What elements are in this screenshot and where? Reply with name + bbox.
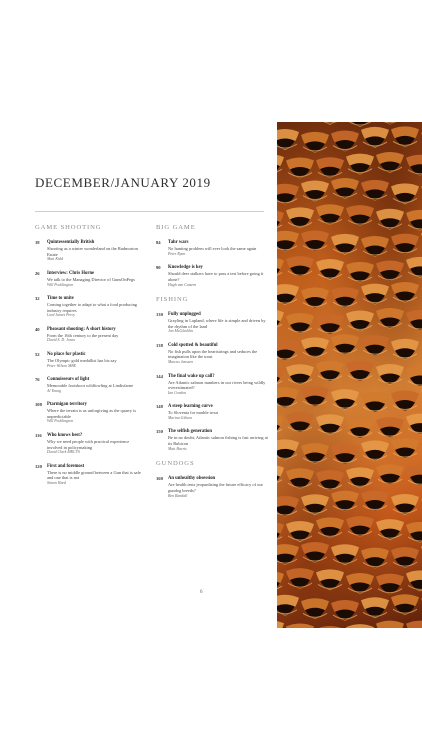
- entry-page-number: 52: [35, 351, 40, 357]
- contents-entry[interactable]: [35, 464, 145, 487]
- feather-scale-icon: [406, 210, 422, 231]
- feather-scale-icon: [391, 282, 419, 303]
- feather-pattern-icon: [277, 122, 422, 628]
- feather-scale-icon: [301, 386, 329, 407]
- feather-scale-icon: [286, 468, 314, 489]
- feather-scale-icon: [316, 259, 344, 280]
- contents-entry[interactable]: [156, 343, 270, 366]
- entry-description: From the 16th century to the present day: [47, 332, 119, 338]
- entry-description: Shooting as a winter wonderland on the Rudmorton Estate: [47, 246, 138, 257]
- entry-description: Why we need people with practical experience involved in policymaking: [47, 438, 130, 450]
- feather-scale-icon: [316, 517, 344, 538]
- entry-author: Matt Kidd: [47, 257, 63, 262]
- feather-scale-icon: [391, 339, 419, 360]
- feather-scale-icon: [391, 438, 419, 459]
- entry-author: Ian Gordon: [168, 390, 187, 395]
- entry-page-number: 76: [35, 376, 40, 382]
- contents-entry[interactable]: [156, 265, 270, 288]
- entry-description: No hunting problem will ever look the same again: [168, 246, 257, 251]
- feather-scale-icon: [346, 262, 374, 283]
- entry-title: Time to unite: [47, 295, 74, 301]
- entry-title: Tahr wars: [168, 240, 189, 245]
- entry-title: Pheasant shooting: A short history: [47, 326, 116, 332]
- feather-scale-icon: [286, 313, 314, 334]
- contents-entry[interactable]: [35, 433, 145, 456]
- feather-scale-icon: [376, 308, 404, 329]
- feather-scale-icon: [331, 491, 359, 512]
- feather-scale-icon: [316, 314, 344, 335]
- feather-scale-icon: [286, 207, 314, 228]
- feather-scale-icon: [331, 131, 359, 152]
- feather-scale-icon: [277, 522, 284, 543]
- feather-scale-icon: [406, 570, 422, 591]
- feather-scale-icon: [301, 494, 329, 515]
- feather-scale-icon: [286, 568, 314, 589]
- entry-description: Grayling in Lapland, where life is simple and driven by the rhythm of the land: [168, 317, 266, 329]
- entry-page-number: 138: [156, 342, 163, 348]
- entry-description: Are Atlantic salmon numbers in our rivers being wildly overestimated?: [168, 379, 266, 391]
- feather-scale-icon: [277, 544, 299, 565]
- feather-scale-icon: [331, 287, 359, 308]
- entry-page-number: 160: [156, 476, 163, 482]
- feather-scale-icon: [316, 157, 344, 178]
- feather-scale-icon: [277, 284, 299, 305]
- feather-scale-icon: [391, 183, 419, 204]
- feather-scale-icon: [376, 364, 404, 385]
- feather-scale-icon: [277, 154, 284, 175]
- feather-scale-icon: [331, 334, 359, 355]
- feather-scale-icon: [376, 519, 404, 540]
- feather-scale-icon: [361, 180, 389, 201]
- feather-scale-icon: [361, 491, 389, 512]
- entry-page-number: 148: [156, 404, 163, 410]
- contents-entry[interactable]: [156, 240, 270, 257]
- feather-scale-icon: [301, 598, 329, 619]
- entry-title: Quintessentially British: [47, 240, 95, 245]
- section-heading: GUNDOGS: [156, 460, 195, 468]
- entry-page-number: 144: [156, 373, 163, 379]
- feather-scale-icon: [277, 387, 299, 408]
- contents-entry[interactable]: [156, 429, 270, 452]
- feather-scale-icon: [301, 181, 329, 202]
- feather-scale-icon: [346, 154, 374, 175]
- feather-scale-icon: [391, 594, 419, 615]
- contents-entry[interactable]: [35, 327, 145, 344]
- entry-description: Are health tests jeopardising the future efficacy of our gundog breeds?: [168, 482, 264, 493]
- contents-column-left: [35, 224, 145, 495]
- feather-scale-icon: [361, 392, 389, 413]
- entry-title: Interview: Chris Horne: [47, 270, 95, 276]
- feather-scale-icon: [376, 621, 404, 628]
- feather-scale-icon: [361, 597, 389, 618]
- entry-title: Ptarmigan territory: [47, 402, 87, 408]
- feather-scale-icon: [286, 521, 314, 542]
- feather-scale-icon: [406, 465, 422, 486]
- feather-scale-icon: [406, 366, 422, 387]
- entry-title: An unhealthy obsession: [168, 476, 216, 482]
- feather-scale-icon: [361, 548, 389, 569]
- contents-entry[interactable]: [156, 476, 270, 499]
- feather-scale-icon: [346, 467, 374, 488]
- entry-author: Al Young: [47, 388, 62, 393]
- feather-scale-icon: [361, 284, 389, 305]
- entry-description: Memorable footshoot wildfowling at Lindisfarne: [47, 382, 134, 388]
- contents-entry[interactable]: [35, 296, 145, 319]
- feather-scale-icon: [346, 205, 374, 226]
- contents-entry[interactable]: [35, 402, 145, 425]
- feather-scale-icon: [277, 257, 284, 278]
- entry-author: Matt Harris: [168, 446, 187, 451]
- entry-author: Lord James Percy: [47, 313, 76, 318]
- feather-scale-icon: [331, 389, 359, 410]
- feather-scale-icon: [301, 337, 329, 358]
- feather-scale-icon: [277, 129, 299, 150]
- entry-description: We talk to the Managing Director of GunsOnPegs: [47, 276, 135, 282]
- feather-scale-icon: [277, 620, 284, 628]
- entry-title: Cold spotted & beautiful: [168, 342, 218, 348]
- feather-scale-icon: [346, 361, 374, 382]
- entry-description: No fish pulls upon the heartstrings and seduces the imagination like the trout: [168, 348, 258, 360]
- entry-author: Hugh van Cutsem: [168, 282, 196, 287]
- feather-scale-icon: [277, 231, 299, 252]
- section-heading: GAME SHOOTING: [35, 224, 102, 231]
- entry-page-number: 130: [156, 311, 163, 317]
- entry-description: Should deer stalkers have to pass a test before going it alone?: [168, 271, 264, 282]
- entry-title: Connoisseurs of light: [47, 376, 90, 382]
- entry-author: Marcus Janssen: [168, 360, 194, 365]
- entry-page-number: 120: [35, 463, 42, 469]
- feather-scale-icon: [346, 310, 374, 331]
- entry-author: David S. D. Jones: [47, 338, 75, 343]
- feather-scale-icon: [391, 390, 419, 411]
- entry-author: Ben Randall: [168, 493, 188, 498]
- feather-scale-icon: [277, 340, 299, 361]
- entry-title: A steep learning curve: [168, 404, 213, 410]
- feather-scale-icon: [376, 152, 404, 173]
- feather-scale-icon: [346, 122, 374, 127]
- feather-scale-icon: [376, 122, 404, 125]
- entry-author: Jon McGlashlin: [168, 329, 193, 334]
- entry-page-number: 40: [35, 326, 40, 332]
- feather-scale-icon: [277, 465, 284, 486]
- feather-scale-icon: [301, 288, 329, 309]
- feather-scale-icon: [301, 542, 329, 563]
- entry-description: Where the terrain is as unforgiving as the quarry is unpredictable: [47, 408, 137, 419]
- feather-scale-icon: [301, 132, 329, 153]
- entry-author: Peter Wilson MBE: [47, 363, 76, 368]
- feather-scale-icon: [391, 547, 419, 568]
- feather-scale-icon: [286, 364, 314, 385]
- entry-author: Will Pocklington: [47, 419, 74, 424]
- contents-entry[interactable]: [156, 374, 270, 397]
- entry-title: Fully unplugged: [168, 311, 201, 317]
- feather-scale-icon: [301, 231, 329, 252]
- entry-page-number: 26: [35, 270, 40, 276]
- entry-title: No place for plastic: [47, 351, 86, 357]
- contents-entry[interactable]: [35, 271, 145, 288]
- feather-scale-icon: [286, 412, 314, 433]
- feather-scale-icon: [361, 127, 389, 148]
- feather-scale-icon: [277, 571, 284, 592]
- entry-author: Peter Ryan: [168, 251, 186, 256]
- feather-scale-icon: [277, 414, 284, 435]
- entry-description: To Slovenia for marble trout: [168, 410, 218, 416]
- entry-title: The final wake up call?: [168, 373, 215, 379]
- feather-scale-icon: [361, 440, 389, 461]
- feather-scale-icon: [331, 544, 359, 565]
- entry-page-number: 84: [156, 240, 161, 245]
- entry-author: David Clark MRCVS: [47, 450, 80, 455]
- feather-scale-icon: [361, 335, 389, 356]
- feather-scale-icon: [406, 155, 422, 176]
- divider: [35, 211, 264, 212]
- entry-page-number: 90: [156, 265, 161, 271]
- section-heading: FISHING: [156, 295, 189, 303]
- entry-title: The selfish generation: [168, 429, 213, 435]
- entry-author: Will Pocklington: [47, 282, 74, 287]
- feather-scale-icon: [391, 126, 419, 147]
- entry-page-number: 150: [156, 429, 163, 435]
- feather-scale-icon: [286, 623, 314, 628]
- entry-page-number: 18: [35, 240, 40, 245]
- contents-entry[interactable]: [156, 404, 270, 421]
- feather-scale-icon: [376, 417, 404, 438]
- feather-scale-icon: [406, 257, 422, 278]
- entry-description: The Olympic gold medallist has his say: [47, 357, 117, 363]
- feather-scale-icon: [316, 569, 344, 590]
- contents-entry[interactable]: [35, 240, 145, 263]
- entry-description: There is no middle ground between a Gun that is safe and one that is not: [47, 469, 141, 481]
- entry-author: Marina Gibson: [168, 416, 192, 421]
- feather-scale-icon: [346, 573, 374, 594]
- contents-entry[interactable]: [35, 352, 145, 369]
- feather-scale-icon: [277, 496, 299, 517]
- feather-scale-icon: [316, 361, 344, 382]
- feather-scale-icon: [286, 256, 314, 277]
- feather-scale-icon: [406, 414, 422, 435]
- section-heading: BIG GAME: [156, 224, 196, 231]
- feather-scale-icon: [277, 366, 284, 387]
- feather-scale-icon: [331, 178, 359, 199]
- feather-scale-icon: [361, 236, 389, 257]
- feather-scale-icon: [277, 595, 299, 616]
- entry-page-number: 116: [35, 432, 42, 438]
- feather-scale-icon: [391, 234, 419, 255]
- feather-scale-icon: [406, 522, 422, 543]
- feather-scale-icon: [376, 464, 404, 485]
- feather-scale-icon: [331, 600, 359, 621]
- feather-scale-icon: [331, 234, 359, 255]
- feather-scale-icon: [331, 444, 359, 465]
- contents-column-right: [156, 224, 270, 507]
- feather-scale-icon: [406, 310, 422, 331]
- feather-scale-icon: [277, 210, 284, 231]
- feather-scale-icon: [277, 439, 299, 460]
- feather-scale-icon: [346, 624, 374, 628]
- feather-scale-icon: [316, 122, 344, 125]
- feather-scale-icon: [376, 574, 404, 595]
- feather-scale-icon: [316, 470, 344, 491]
- pheasant-feathers-image: [277, 122, 422, 628]
- feather-scale-icon: [277, 309, 284, 330]
- entry-page-number: 32: [35, 295, 40, 301]
- entry-title: Who knows best?: [47, 432, 83, 438]
- page-title: DECEMBER/JANUARY 2019: [35, 175, 211, 190]
- entry-description: Coming together to adapt to what a food producing industry requires: [47, 301, 137, 313]
- feather-scale-icon: [391, 494, 419, 515]
- contents-entry[interactable]: [156, 312, 270, 335]
- feather-scale-icon: [316, 626, 344, 628]
- feather-scale-icon: [376, 261, 404, 282]
- feather-scale-icon: [301, 443, 329, 464]
- entry-page-number: 108: [35, 402, 42, 408]
- feather-scale-icon: [316, 204, 344, 225]
- feather-scale-icon: [346, 418, 374, 439]
- feather-scale-icon: [286, 158, 314, 179]
- entry-description: Be in no doubt, Atlantic salmon fishing is fast arriving at its Rubicon: [168, 435, 268, 447]
- page-number: 6: [200, 590, 203, 595]
- feather-scale-icon: [376, 209, 404, 230]
- feather-scale-icon: [406, 621, 422, 628]
- feather-scale-icon: [316, 414, 344, 435]
- feather-scale-icon: [277, 184, 299, 205]
- contents-entry[interactable]: [35, 377, 145, 394]
- entry-title: Knowledge is key: [168, 265, 203, 271]
- feather-scale-icon: [346, 516, 374, 537]
- entry-title: First and foremost: [47, 463, 85, 469]
- entry-author: Simon Ward: [47, 481, 66, 486]
